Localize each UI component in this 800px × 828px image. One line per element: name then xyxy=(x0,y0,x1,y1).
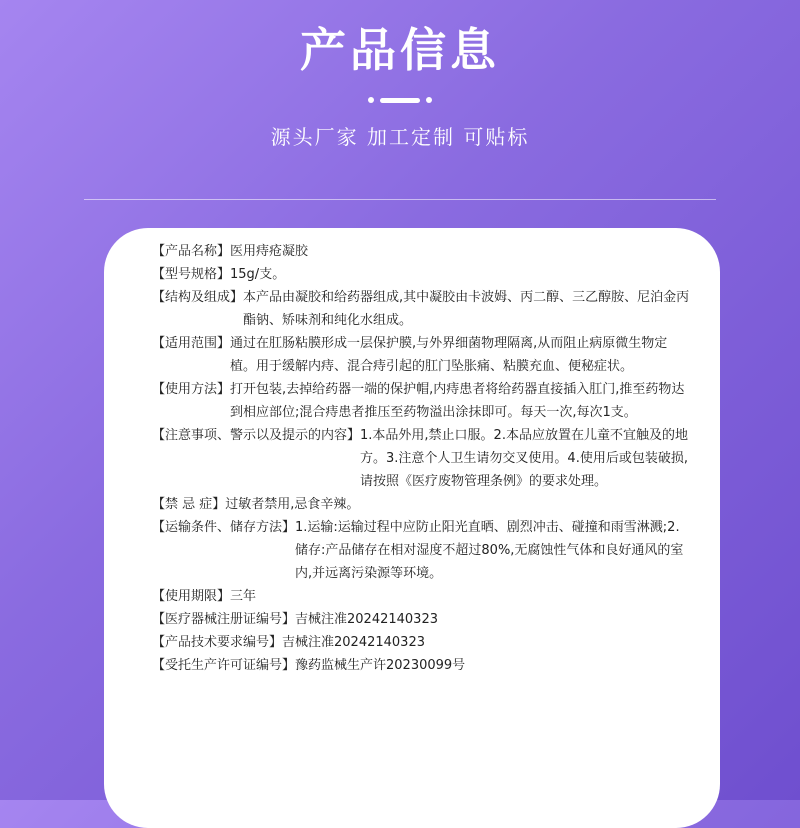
entry-production-license xyxy=(152,654,692,677)
entry-label: 【受托生产许可证编号】 xyxy=(152,658,296,673)
decoration-dot-icon xyxy=(426,97,432,103)
entry-value: 吉械注准20242140323 xyxy=(282,635,425,650)
entry-registration-number xyxy=(152,608,692,631)
entry-value: 三年 xyxy=(230,589,257,604)
entry-usage xyxy=(152,378,692,424)
page-title: 产品信息 xyxy=(300,23,500,77)
entry-value: 豫药监械生产许20230099号 xyxy=(295,658,466,673)
entry-shelf-life xyxy=(152,585,692,608)
entry-label: 【产品技术要求编号】 xyxy=(152,635,283,650)
entry-label: 【型号规格】 xyxy=(152,267,231,282)
decoration-dash-icon xyxy=(380,98,420,103)
entry-value: 通过在肛肠粘膜形成一层保护膜,与外界细菌物理隔离,从而阻止病原微生物定植。用于缓解内痔、混合痔引起的肛门坠胀痛、粘膜充血、便秘症状。 xyxy=(230,336,668,374)
page-subtitle: 源头厂家 加工定制 可贴标 xyxy=(270,125,530,149)
entry-model-spec xyxy=(152,263,692,286)
entry-value: 本产品由凝胶和给药器组成,其中凝胶由卡波姆、丙二醇、三乙醇胺、尼泊金丙酯钠、矫味剂和纯化水组成。 xyxy=(243,290,690,328)
entry-composition xyxy=(152,286,692,332)
entry-value: 1.运输:运输过程中应防止阳光直晒、剧烈冲击、碰撞和雨雪淋溅;2.储存:产品储存在相对湿度不超过80%,无腐蚀性气体和良好通风的室内,并远离污染源等环境。 xyxy=(295,520,684,581)
entry-label: 【使用方法】 xyxy=(152,382,231,397)
entry-label: 【适用范围】 xyxy=(152,336,231,351)
entry-label: 【禁 忌 症】 xyxy=(152,497,226,512)
entry-label: 【产品名称】 xyxy=(152,244,231,259)
entry-label: 【注意事项、警示以及提示的内容】 xyxy=(152,428,361,443)
entry-label: 【结构及组成】 xyxy=(152,290,244,305)
entry-storage xyxy=(152,516,692,585)
entry-value: 15g/支。 xyxy=(230,267,286,282)
entry-contraindications xyxy=(152,493,692,516)
entry-value: 1.本品外用,禁止口服。2.本品应放置在儿童不宜触及的地方。3.注意个人卫生请勿交叉使用。4.使用后或包装破损,请按照《医疗废物管理条例》的要求处理。 xyxy=(360,428,688,489)
entry-value: 打开包装,去掉给药器一端的保护帽,内痔患者将给药器直接插入肛门,推至药物达到相应部位;混合痔患者推压至药物溢出涂抹即可。每天一次,每次1支。 xyxy=(230,382,685,420)
entry-precautions xyxy=(152,424,692,493)
decoration-dot-icon xyxy=(368,97,374,103)
product-info-list xyxy=(152,240,692,677)
entry-label: 【医疗器械注册证编号】 xyxy=(152,612,296,627)
title-decoration xyxy=(0,96,800,104)
entry-label: 【使用期限】 xyxy=(152,589,231,604)
entry-value: 吉械注准20242140323 xyxy=(295,612,438,627)
entry-label: 【运输条件、储存方法】 xyxy=(152,520,296,535)
entry-product-name xyxy=(152,240,692,263)
entry-scope xyxy=(152,332,692,378)
header-divider xyxy=(84,199,716,200)
entry-value: 医用痔疮凝胶 xyxy=(230,244,309,259)
entry-tech-requirement-number xyxy=(152,631,692,654)
entry-value: 过敏者禁用,忌食辛辣。 xyxy=(225,497,360,512)
